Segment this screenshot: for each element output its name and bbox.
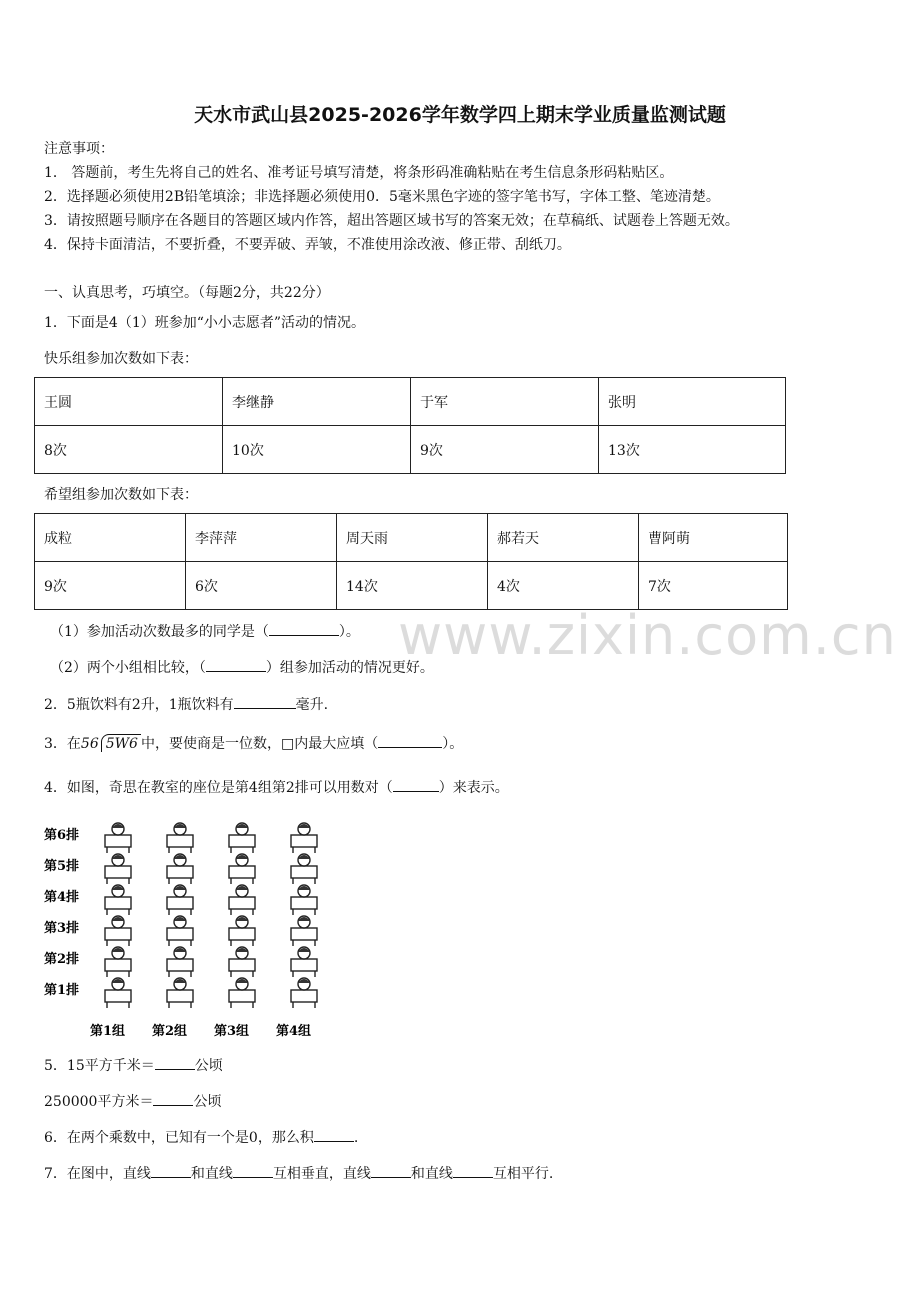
sub1-suffix: ）。 bbox=[338, 624, 360, 640]
student-seat-icon bbox=[291, 823, 317, 853]
q4-suffix: ）来表示。 bbox=[438, 780, 509, 796]
q5-line2-suffix: 公顷 bbox=[193, 1094, 222, 1110]
student-seat-icon bbox=[291, 947, 317, 977]
table-cell: 张明 bbox=[599, 378, 786, 426]
q7-part-4: 和直线 bbox=[410, 1166, 453, 1182]
row-label: 第5排 bbox=[44, 859, 80, 874]
student-seat-icon bbox=[105, 885, 131, 915]
row-label: 第2排 bbox=[44, 952, 80, 967]
table1-caption: 快乐组参加次数如下表： bbox=[44, 351, 198, 367]
student-seat-icon bbox=[229, 978, 255, 1008]
row-label: 第3排 bbox=[44, 921, 80, 936]
q5-line1-prefix: 5．15平方千米＝ bbox=[44, 1058, 155, 1074]
notice-item: 2．选择题必须使用2B铅笔填涂；非选择题必须使用0．5毫米黑色字迹的签字笔书写，字体工整、笔迹清楚。 bbox=[44, 189, 720, 205]
table-cell: 4次 bbox=[488, 562, 639, 610]
table-row bbox=[35, 514, 788, 562]
notice-item: 3．请按照题号顺序在各题目的答题区域内作答，超出答题区域书写的答案无效；在草稿纸、试题卷上答题无效。 bbox=[44, 213, 739, 229]
student-seat-icon bbox=[105, 978, 131, 1008]
student-seat-icon bbox=[291, 885, 317, 915]
long-division bbox=[81, 735, 141, 753]
sub2-suffix: ）组参加活动的情况更好。 bbox=[265, 660, 434, 676]
column-label: 第1组 bbox=[90, 1024, 126, 1039]
question-5-line-2 bbox=[44, 1091, 221, 1111]
q3-suffix: ）。 bbox=[442, 736, 464, 752]
sub1-prefix: （1）参加活动次数最多的同学是（ bbox=[50, 624, 269, 640]
column-label: 第2组 bbox=[152, 1024, 188, 1039]
question-5-line-1 bbox=[44, 1055, 223, 1075]
answer-blank[interactable] bbox=[371, 1163, 411, 1178]
student-seat-icon bbox=[291, 916, 317, 946]
divisor: 56 bbox=[80, 736, 99, 752]
student-seat-icon bbox=[229, 916, 255, 946]
q5-line2-prefix: 250000平方米＝ bbox=[44, 1094, 154, 1110]
q6-prefix: 6．在两个乘数中，已知有一个是0，那么积 bbox=[44, 1130, 314, 1146]
answer-blank[interactable] bbox=[234, 694, 296, 709]
classroom-seating-figure bbox=[40, 808, 330, 1043]
student-seat-icon bbox=[229, 823, 255, 853]
row-label: 第1排 bbox=[44, 983, 80, 998]
student-seat-icon bbox=[105, 823, 131, 853]
answer-blank[interactable] bbox=[453, 1163, 493, 1178]
table2-caption: 希望组参加次数如下表： bbox=[44, 487, 198, 503]
student-seat-icon bbox=[167, 854, 193, 884]
student-seat-icon bbox=[105, 916, 131, 946]
q7-part-2: 和直线 bbox=[190, 1166, 233, 1182]
q3-prefix: 3．在 bbox=[44, 736, 81, 752]
q6-suffix: . bbox=[353, 1130, 359, 1146]
dividend: 5W6 bbox=[101, 734, 141, 752]
table-cell: 8次 bbox=[35, 426, 223, 474]
section-heading: 一、认真思考，巧填空。（每题2分，共22分） bbox=[44, 285, 330, 301]
answer-blank[interactable] bbox=[393, 777, 439, 792]
student-seat-icon bbox=[229, 947, 255, 977]
happy-group-table bbox=[34, 377, 786, 474]
answer-blank[interactable] bbox=[269, 621, 339, 636]
q5-line1-suffix: 公顷 bbox=[194, 1058, 223, 1074]
answer-blank[interactable] bbox=[151, 1163, 191, 1178]
question-2 bbox=[44, 694, 328, 714]
q7-part-5: 互相平行. bbox=[492, 1166, 554, 1182]
table-cell: 9次 bbox=[35, 562, 186, 610]
row-label: 第6排 bbox=[44, 828, 80, 843]
question-6 bbox=[44, 1127, 358, 1147]
table-cell: 10次 bbox=[223, 426, 411, 474]
notice-item: 4．保持卡面清洁，不要折叠，不要弄破、弄皱，不准使用涂改液、修正带、刮纸刀。 bbox=[44, 237, 571, 253]
answer-blank[interactable] bbox=[314, 1127, 354, 1142]
hope-group-table bbox=[34, 513, 788, 610]
table-cell: 7次 bbox=[639, 562, 788, 610]
answer-blank[interactable] bbox=[153, 1091, 193, 1106]
table-cell: 14次 bbox=[337, 562, 488, 610]
row-label: 第4排 bbox=[44, 890, 80, 905]
question-1-text: 1．下面是4（1）班参加“小小志愿者”活动的情况。 bbox=[44, 315, 366, 331]
question-3 bbox=[44, 733, 463, 753]
answer-blank[interactable] bbox=[155, 1055, 195, 1070]
student-seat-icon bbox=[167, 916, 193, 946]
student-seat-icon bbox=[291, 854, 317, 884]
table-cell: 李继静 bbox=[223, 378, 411, 426]
table-cell: 成粒 bbox=[35, 514, 186, 562]
table-cell: 周天雨 bbox=[337, 514, 488, 562]
answer-blank[interactable] bbox=[206, 657, 266, 672]
student-seat-icon bbox=[229, 854, 255, 884]
question-7 bbox=[44, 1163, 553, 1183]
notice-item: 1． 答题前，考生先将自己的姓名、准考证号填写清楚，将条形码准确粘贴在考生信息条形码粘贴区。 bbox=[44, 165, 674, 181]
q2-prefix: 2．5瓶饮料有2升，1瓶饮料有 bbox=[44, 697, 234, 713]
q2-suffix: 毫升. bbox=[295, 697, 329, 713]
table-cell: 王圆 bbox=[35, 378, 223, 426]
q3-middle: 中，要使商是一位数，□内最大应填（ bbox=[140, 736, 379, 752]
student-seat-icon bbox=[167, 947, 193, 977]
q7-part-3: 互相垂直，直线 bbox=[272, 1166, 371, 1182]
answer-blank[interactable] bbox=[378, 733, 442, 748]
table-cell: 9次 bbox=[411, 426, 599, 474]
table-cell: 6次 bbox=[186, 562, 337, 610]
question-1-sub-1 bbox=[50, 621, 360, 641]
student-seat-icon bbox=[105, 854, 131, 884]
student-seat-icon bbox=[167, 885, 193, 915]
student-seat-icon bbox=[167, 823, 193, 853]
column-label: 第3组 bbox=[214, 1024, 250, 1039]
student-seat-icon bbox=[229, 885, 255, 915]
answer-blank[interactable] bbox=[233, 1163, 273, 1178]
table-cell: 李萍萍 bbox=[186, 514, 337, 562]
watermark: www.zixin.com.cn bbox=[398, 604, 897, 667]
question-1-sub-2 bbox=[50, 657, 434, 677]
column-label: 第4组 bbox=[276, 1024, 312, 1039]
q7-part-1: 7．在图中，直线 bbox=[44, 1166, 151, 1182]
notice-heading: 注意事项： bbox=[44, 141, 114, 157]
sub2-prefix: （2）两个小组相比较，（ bbox=[50, 660, 206, 676]
table-cell: 13次 bbox=[599, 426, 786, 474]
table-row bbox=[35, 426, 786, 474]
student-seat-icon bbox=[291, 978, 317, 1008]
q4-prefix: 4．如图，奇思在教室的座位是第4组第2排可以用数对（ bbox=[44, 780, 393, 796]
table-cell: 曹阿萌 bbox=[639, 514, 788, 562]
table-row bbox=[35, 378, 786, 426]
page-title: 天水市武山县2025-2026学年数学四上期末学业质量监测试题 bbox=[194, 104, 726, 126]
table-cell: 于军 bbox=[411, 378, 599, 426]
table-cell: 郝若天 bbox=[488, 514, 639, 562]
table-row bbox=[35, 562, 788, 610]
student-seat-icon bbox=[105, 947, 131, 977]
question-4 bbox=[44, 777, 509, 797]
student-seat-icon bbox=[167, 978, 193, 1008]
